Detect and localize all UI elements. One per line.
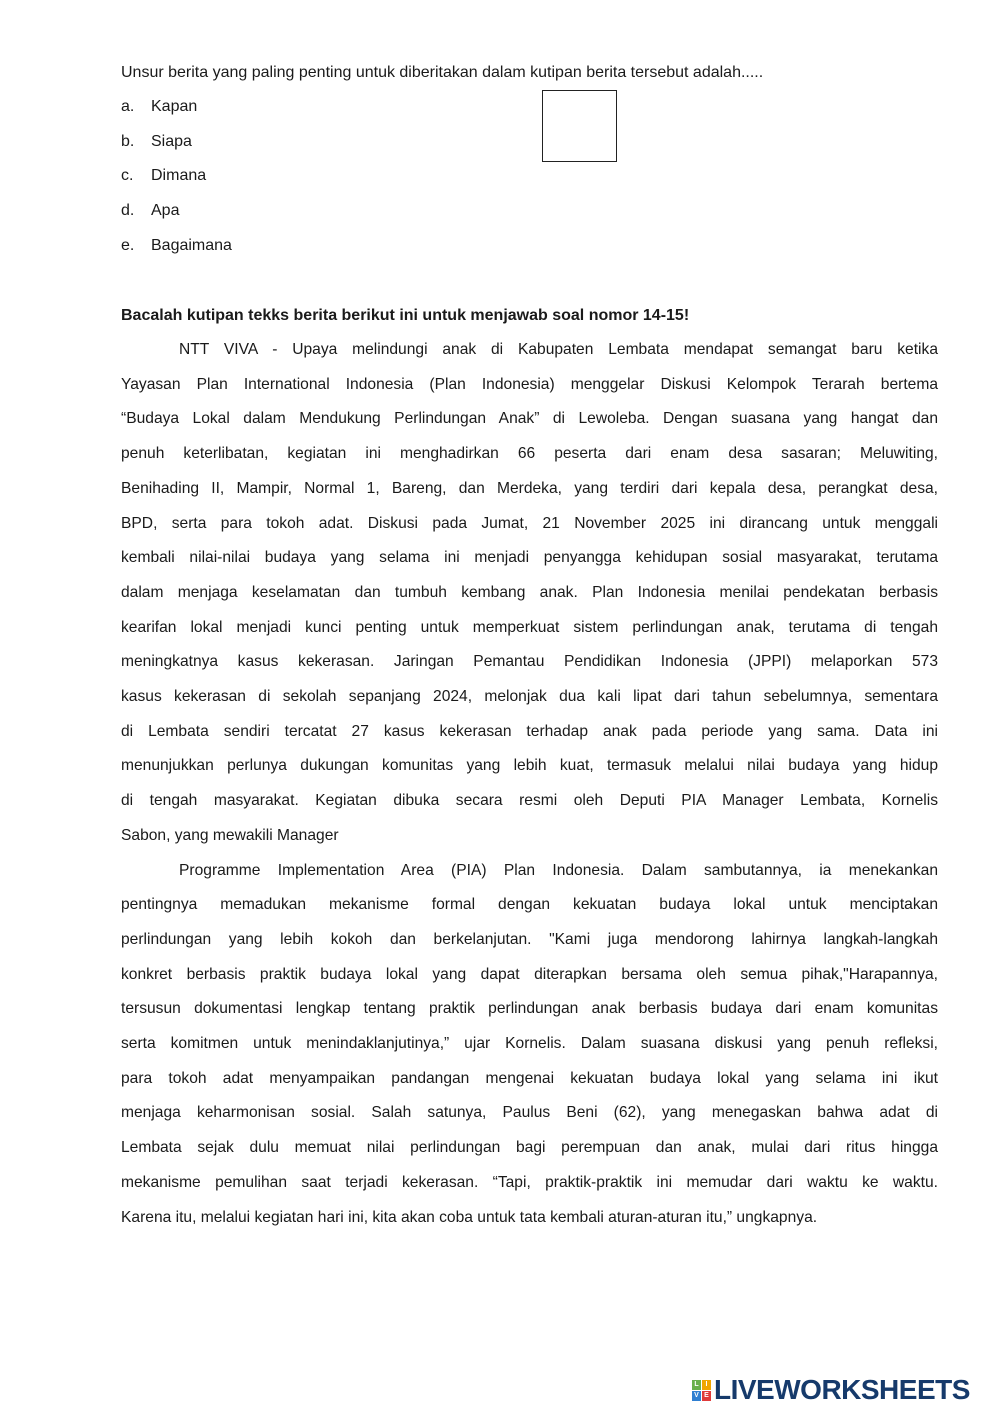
article-line: NTT VIVA - Upaya melindungi anak di Kabupaten Lembata mendapat semangat baru ketika [179,341,938,358]
option-letter: d. [121,202,135,220]
option-letter: c. [121,167,134,185]
logo-cube: L [692,1380,701,1390]
option-label: Apa [151,202,180,220]
logo-cube: I [702,1380,711,1390]
reading-instruction: Bacalah kutipan tekks berita berikut ini untuk menjawab soal nomor 14-15! [121,307,690,324]
logo-text: LIVEWORKSHEETS [714,1374,970,1405]
article-line: kasus kekerasan di sekolah sepanjang 2024, melonjak dua kali lipat dari tahun sebelumnya, sementara [121,688,938,705]
article-line: menunjukkan perlunya dukungan komunitas yang lebih kuat, termasuk melalui nilai budaya yang hidup [121,757,938,775]
option-label: Bagaimana [151,236,232,254]
option-label: Dimana [151,167,207,185]
article-line: Lembata sejak dulu memuat nilai perlindungan bagi perempuan dan anak, mulai dari ritus hingga [121,1139,938,1157]
option-letter: b. [121,132,135,150]
article-line: perlindungan yang lebih kokoh dan berkelanjutan. "Kami juga mendorong lahirnya langkah-langkah [121,930,938,948]
answer-option [121,166,206,186]
option-label: Kapan [151,98,198,115]
logo-cube: E [702,1391,711,1401]
article-line: konkret berbasis praktik budaya lokal yang dapat diterapkan bersama oleh semua pihak,"Harapannya, [121,965,938,983]
article-line: Karena itu, melalui kegiatan hari ini, kita akan coba untuk tata kembali aturan-aturan itu,” ungkapnya. [121,1208,818,1226]
article-line: kearifan lokal menjadi kunci penting untuk memperkuat sistem perlindungan anak, terutama di tengah [121,618,938,636]
article-line: di tengah masyarakat. Kegiatan dibuka secara resmi oleh Deputi PIA Manager Lembata, Kornelis [121,792,938,810]
article-line: pentingnya memadukan mekanisme formal dengan kekuatan budaya lokal untuk menciptakan [121,896,938,914]
answer-option [121,201,179,221]
logo-cube: V [692,1391,701,1401]
article-line: kembali nilai-nilai budaya yang selama ini menjadi penyangga kehidupan sosial masyarakat, terutama [121,549,938,567]
logo-cubes-icon [692,1380,711,1401]
article-line: para tokoh adat menyampaikan pandangan mengenai kekuatan budaya lokal yang selama ini ikut [121,1069,938,1087]
question-text: Unsur berita yang paling penting untuk diberitakan dalam kutipan berita tersebut adalah..... [121,64,764,81]
article-line: Sabon, yang mewakili Manager [121,826,339,844]
answer-option [121,236,232,256]
article-line: dalam menjaga keselamatan dan tumbuh kembang anak. Plan Indonesia menilai pendekatan berbasis [121,583,938,601]
article-line: Benihading II, Mampir, Normal 1, Bareng, dan Merdeka, yang terdiri dari kepala desa, perangkat desa, [121,479,938,497]
answer-option [121,97,197,117]
answer-box[interactable] [542,90,617,162]
option-label: Siapa [151,132,192,150]
option-letter: e. [121,236,135,254]
article-line: tersusun dokumentasi lengkap tentang praktik perlindungan anak berbasis budaya dari enam komunitas [121,1000,938,1018]
article-line: menjaga keharmonisan sosial. Salah satunya, Paulus Beni (62), yang menegaskan bahwa adat di [121,1104,938,1122]
article-line: serta komitmen untuk menindaklanjutinya,” ujar Kornelis. Dalam suasana diskusi yang penuh refleksi, [121,1035,938,1052]
answer-option [121,132,192,152]
article-line: penuh keterlibatan, kegiatan ini menghadirkan 66 peserta dari enam desa sasaran; Meluwiting, [121,445,938,463]
liveworksheets-logo [692,1376,970,1404]
article-line: Programme Implementation Area (PIA) Plan Indonesia. Dalam sambutannya, ia menekankan [179,861,938,879]
option-letter: a. [121,98,135,115]
article-line: di Lembata sendiri tercatat 27 kasus kekerasan terhadap anak pada periode yang sama. Data ini [121,722,938,740]
article-line: BPD, serta para tokoh adat. Diskusi pada Jumat, 21 November 2025 ini dirancang untuk menggali [121,514,938,532]
article-line: meningkatnya kasus kekerasan. Jaringan Pemantau Pendidikan Indonesia (JPPI) melaporkan 573 [121,653,938,671]
article-line: Yayasan Plan International Indonesia (Plan Indonesia) menggelar Diskusi Kelompok Terarah bertema [121,375,938,393]
article-line: “Budaya Lokal dalam Mendukung Perlindungan Anak” di Lewoleba. Dengan suasana yang hangat dan [121,410,938,428]
article-line: mekanisme pemulihan saat terjadi kekerasan. “Tapi, praktik-praktik ini memudar dari waktu ke waktu. [121,1173,938,1191]
